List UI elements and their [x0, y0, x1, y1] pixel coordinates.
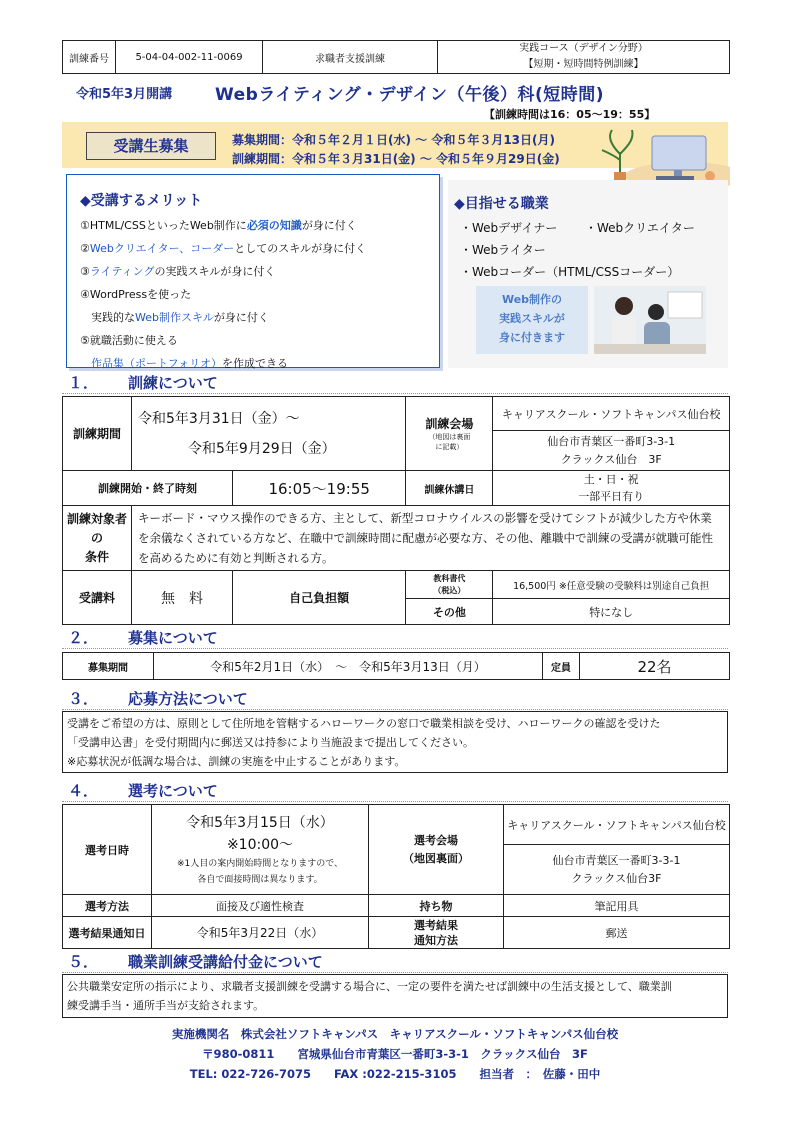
merit-item: ④WordPressを使った [80, 288, 192, 301]
merit-item: 実践的なWeb制作スキルが身に付く [80, 311, 269, 324]
course-line-1: 実践コース（デザイン分野） [519, 43, 648, 54]
time-value: 16:05〜19:55 [233, 471, 406, 506]
method-label: 選考方法 [63, 895, 152, 917]
selection-venue-address: 仙台市青葉区一番町3-3-1 クラックス仙台3F [504, 845, 730, 895]
selection-datetime: 令和5年3月15日（水） ※10:00〜 ※1人目の案内開始時間となりますので、 各自で面接時間は異なります。 [152, 805, 369, 895]
section3-divider [62, 709, 728, 710]
photo-illustration [594, 286, 706, 354]
fee-label: 受講料 [63, 571, 132, 625]
recruit-period-label: 募集期間 [63, 653, 154, 680]
merit-item: ①HTML/CSSといったWeb制作に必須の知識が身に付く [80, 219, 357, 232]
period-value: 令和5年3月31日（金）〜 令和5年9月29日（金） [132, 397, 406, 471]
self-burden-label: 自己負担額 [233, 571, 406, 625]
section4-heading: ４． 選考について [68, 782, 218, 800]
result-label: 選考結果通知日 [63, 917, 152, 949]
training-number: 5-04-04-002-11-0069 [116, 41, 263, 74]
textbook-label: 教科書代 （税込） [406, 571, 493, 599]
skill-callout: Web制作の 実践スキルが 身に付きます [476, 286, 588, 354]
merits-list [80, 214, 366, 375]
top-info-table [62, 40, 730, 74]
opening-date: 令和5年3月開講 [76, 87, 173, 102]
other-label: その他 [406, 599, 493, 625]
section4-divider [62, 801, 728, 802]
section5-divider [62, 972, 728, 973]
method-value: 面接及び適性検査 [152, 895, 369, 917]
target-label: 訓練対象者の 条件 [63, 506, 132, 571]
application-line: 受講をご希望の方は、原則として住所地を管轄するハローワークの窓口で職業相談を受け、ハローワークの確認を受けた [67, 717, 661, 730]
application-line: ※応募状況が低調な場合は、訓練の実施を中止することがあります。 [67, 755, 406, 768]
bring-label: 持ち物 [369, 895, 504, 917]
allowance-box [62, 974, 728, 1018]
recruit-table [62, 652, 730, 680]
merit-item: ③ライティングの実践スキルが身に付く [80, 265, 276, 278]
footer-address: 〒980-0811 宮城県仙台市青葉区一番町3-3-1 クラックス仙台 3F [202, 1047, 588, 1061]
notify-value: 郵送 [504, 917, 730, 949]
capacity-value: 22名 [580, 653, 730, 680]
merit-item: 作品集（ポートフォリオ）を作成できる [91, 357, 289, 370]
section3-heading: ３． 応募方法について [68, 690, 248, 708]
period-label: 訓練期間 [63, 397, 132, 471]
allowance-line: 練受講手当・通所手当が支給されます。 [67, 999, 265, 1012]
job-webdesigner: ・Webデザイナー [460, 221, 558, 235]
selection-venue-label: 選考会場 （地図裏面） [369, 805, 504, 895]
capacity-label: 定員 [543, 653, 580, 680]
selection-date-label: 選考日時 [63, 805, 152, 895]
course-info [438, 41, 730, 74]
job-webcreator: ・Webクリエイター [585, 221, 695, 235]
recruit-badge: 受講生募集 [86, 132, 216, 160]
allowance-line: 公共職業安定所の指示により、求職者支援訓練を受講する場合に、一定の要件を満たせば訓練中の生活支援として、職業訓 [67, 980, 672, 993]
course-line-2: 【短期・短時間特例訓練】 [523, 59, 644, 70]
footer-contact: TEL: 022-726-7075 FAX :022-215-3105 担当者 ： 佐藤・田中 [189, 1067, 601, 1081]
other-value: 特になし [493, 599, 730, 625]
recruit-period: 募集期間：令和５年２月１日(水) 〜 令和５年３月13日(月) [232, 133, 555, 147]
training-time-note: 【訓練時間は16：05〜19：55】 [484, 108, 656, 121]
merit-item: ⑤就職活動に使える [80, 334, 178, 347]
section2-heading: ２． 募集について [68, 629, 218, 647]
merit-item: ②Webクリエイター、コーダーとしてのスキルが身に付く [80, 242, 367, 255]
bring-value: 筆記用具 [504, 895, 730, 917]
section1-heading: １． 訓練について [68, 374, 218, 392]
time-label: 訓練開始・終了時刻 [63, 471, 233, 506]
holiday-label: 訓練休講日 [406, 471, 493, 506]
job-webcoder: ・Webコーダー（HTML/CSSコーダー） [460, 265, 680, 279]
training-type: 求職者支援訓練 [263, 41, 438, 74]
holiday-value: 土・日・祝 一部平日有り [493, 471, 730, 506]
training-period: 訓練期間：令和５年３月31日(金) 〜 令和５年９月29日(金) [232, 152, 560, 166]
training-table [62, 396, 730, 625]
recruit-period-value: 令和5年2月1日（水） 〜 令和5年3月13日（月） [154, 653, 543, 680]
application-box [62, 711, 728, 773]
selection-venue-name: キャリアスクール・ソフトキャンパス仙台校 [504, 805, 730, 845]
footer-organization: 実施機関名 株式会社ソフトキャンパス キャリアスクール・ソフトキャンパス仙台校 [171, 1027, 619, 1041]
textbook-value: 16,500円 ※任意受験の受験料は別途自己負担 [493, 571, 730, 599]
target-text: キーボード・マウス操作のできる方、主として、新型コロナウイルスの影響を受けてシフトが減少した方や休業を余儀なくされている方など、在職中で訓練時間に配慮が必要な方、その他、離職中で訓練の受講が就職可能性を高めるために有効と判断される方。 [132, 506, 730, 571]
venue-address: 仙台市青葉区一番町3-3-1 クラックス仙台 3F [493, 431, 730, 471]
jobs-title: ◆目指せる職業 [454, 196, 549, 212]
fee-value: 無 料 [132, 571, 233, 625]
training-number-label: 訓練番号 [63, 41, 116, 74]
section2-divider [62, 648, 728, 649]
venue-name: キャリアスクール・ソフトキャンパス仙台校 [493, 397, 730, 431]
merits-title: ◆受講するメリット [80, 193, 203, 209]
venue-label: 訓練会場 （地図は裏面に記載） [406, 397, 493, 471]
section5-heading: ５． 職業訓練受講給付金について [68, 953, 323, 971]
course-title: Webライティング・デザイン（午後）科(短時間) [215, 85, 604, 105]
job-webwriter: ・Webライター [460, 243, 546, 257]
result-value: 令和5年3月22日（水） [152, 917, 369, 949]
section1-divider [62, 393, 728, 394]
selection-table [62, 804, 730, 949]
notify-label: 選考結果 通知方法 [369, 917, 504, 949]
application-line: 「受講申込書」を受付期間内に郵送又は持参により当施設まで提出してください。 [67, 736, 474, 749]
